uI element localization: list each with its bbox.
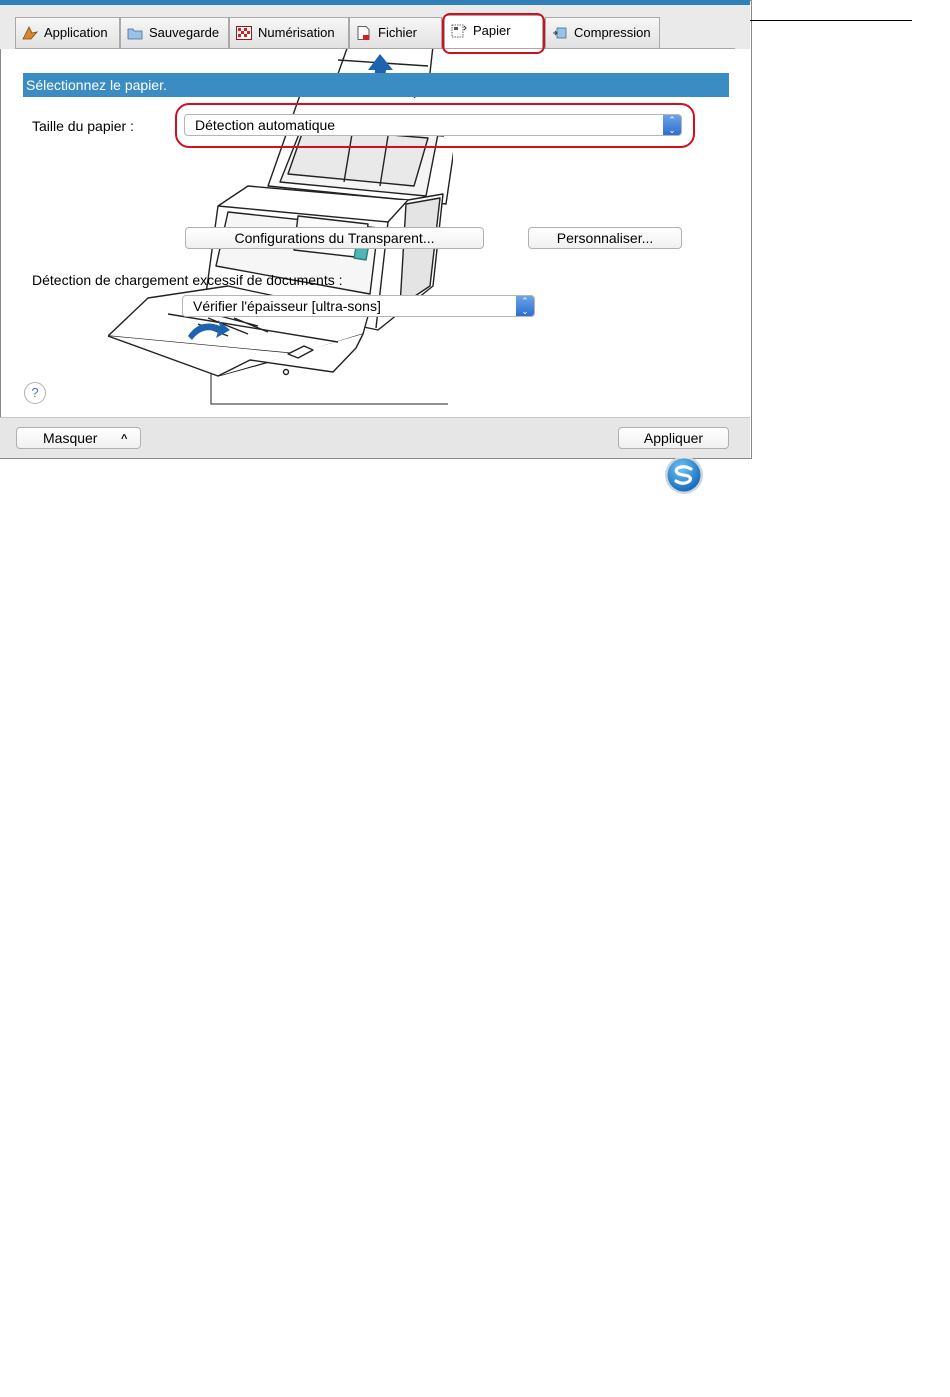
- help-button[interactable]: ?: [24, 382, 46, 404]
- paper-size-highlight-marker: [175, 103, 695, 148]
- hide-label: Masquer: [43, 430, 98, 446]
- tab-label: Numérisation: [258, 25, 335, 40]
- multifeed-value: Vérifier l'épaisseur [ultra-sons]: [193, 298, 381, 314]
- application-icon: [22, 26, 38, 40]
- tab-divider: [15, 48, 735, 49]
- scansnap-logo-icon: [664, 455, 704, 495]
- tab-label: Fichier: [378, 25, 418, 40]
- paper-size-value: Détection automatique: [195, 117, 336, 133]
- customize-button[interactable]: Personnaliser...: [528, 227, 682, 249]
- carrier-sheet-settings-button[interactable]: Configurations du Transparent...: [185, 227, 484, 249]
- tab-application[interactable]: [15, 17, 120, 48]
- paper-size-label: Taille du papier :: [32, 118, 134, 134]
- tab-label: Papier: [473, 23, 511, 38]
- scan-checker-icon: [236, 26, 252, 40]
- folder-icon: [127, 26, 143, 40]
- hide-button[interactable]: [16, 427, 141, 449]
- chevron-up-icon: ^: [121, 433, 128, 445]
- tab-highlight-marker: [442, 13, 545, 54]
- compression-icon: [552, 26, 568, 40]
- tab-sauvegarde[interactable]: [120, 17, 229, 48]
- tab-fichier[interactable]: [349, 17, 442, 48]
- multifeed-select[interactable]: [182, 295, 535, 317]
- multifeed-label: Détection de chargement excessif de documents :: [32, 272, 343, 288]
- tab-label: Sauvegarde: [149, 25, 220, 40]
- tab-numerisation[interactable]: [229, 17, 349, 48]
- apply-button[interactable]: Appliquer: [618, 427, 729, 449]
- select-stepper-icon: ⌃ ⌄: [516, 296, 534, 316]
- dialog-footer: [0, 417, 750, 458]
- section-header: Sélectionnez le papier.: [23, 73, 729, 97]
- tab-label: Compression: [574, 25, 651, 40]
- tab-compression[interactable]: [545, 17, 660, 48]
- select-stepper-icon: ⌃ ⌄: [663, 115, 681, 135]
- file-icon: [356, 26, 372, 40]
- tab-bar: [0, 0, 750, 49]
- tab-label: Application: [44, 25, 108, 40]
